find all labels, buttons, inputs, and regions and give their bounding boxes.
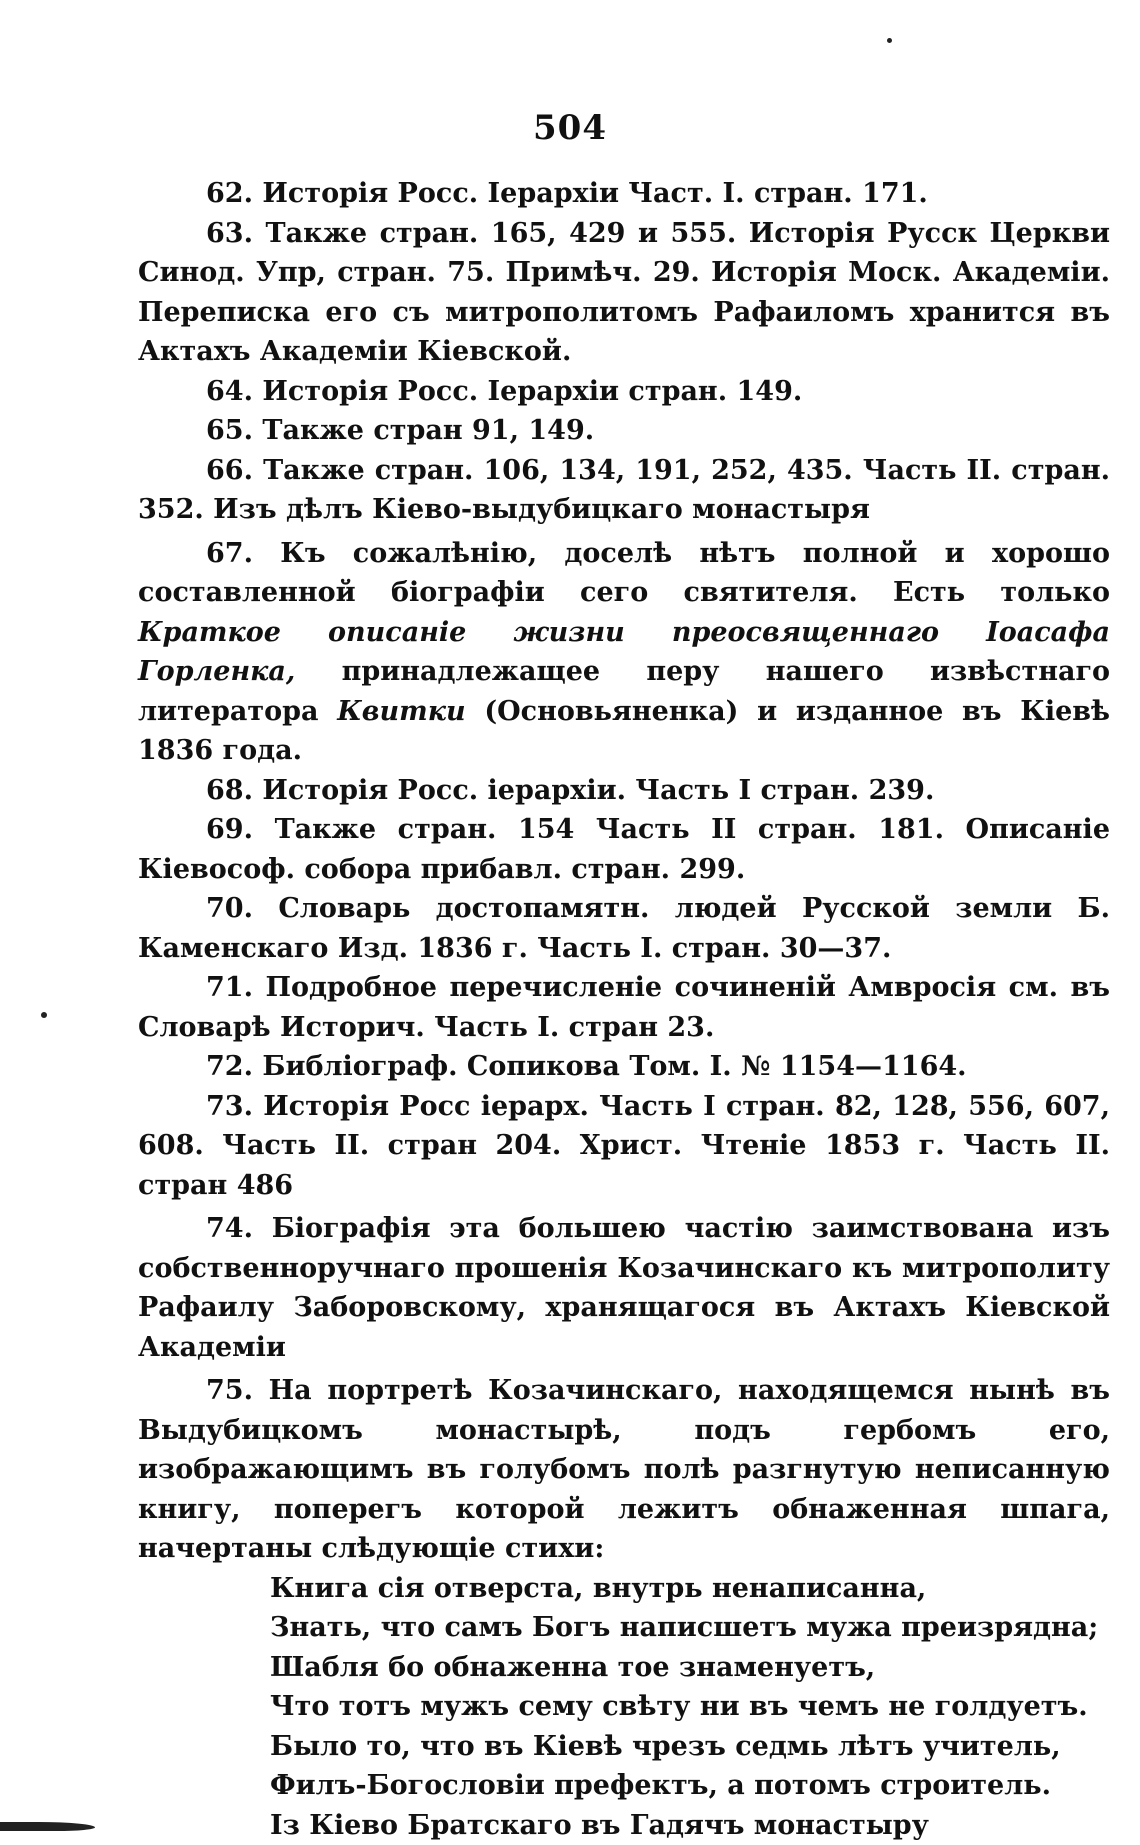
- note-text: Къ сожалѣнію, доселѣ нѣтъ полной и хорошо составленной біографіи сего святителя. Есть только: [138, 538, 1110, 609]
- note-text: Исторія Росс. Іерархіи стран. 149.: [262, 376, 802, 407]
- verse-line: Книга сія отверста, внутрь ненаписанна,: [270, 1569, 1110, 1609]
- note-number: 67.: [206, 538, 253, 569]
- note-66: [138, 451, 1110, 530]
- note-number: 74.: [206, 1213, 253, 1244]
- note-62: [138, 174, 1110, 214]
- note-number: 66.: [206, 455, 253, 486]
- note-text: Также стран. 106, 134, 191, 252, 435. Часть II. стран. 352. Изъ дѣлъ Кіево-выдубицкаго монастыря: [138, 455, 1110, 526]
- verse-line: Знать, что самъ Богъ написшетъ мужа преизрядна;: [270, 1608, 1110, 1648]
- endnotes: [138, 174, 1110, 1845]
- note-74: [138, 1209, 1110, 1367]
- verse-line: Что тотъ мужъ сему свѣту ни въ чемъ не голдуетъ.: [270, 1687, 1110, 1727]
- note-number: 64.: [206, 376, 253, 407]
- note-72: [138, 1047, 1110, 1087]
- note-text: Исторія Росс. Іерархіи Част. I. стран. 171.: [262, 178, 927, 209]
- note-number: 70.: [206, 893, 253, 924]
- page-number: 504: [0, 108, 1140, 148]
- note-69: [138, 810, 1110, 889]
- note-63: [138, 214, 1110, 372]
- note-70: [138, 889, 1110, 968]
- note-text: (Основьяненка) и изданное въ Кіевѣ 1836 года.: [138, 696, 1110, 767]
- note-number: 72.: [206, 1051, 253, 1082]
- note-text: Біографія эта большею частію заимствована изъ собственноручнаго прошенія Козачинскаго къ митрополиту Рафаилу Заборовскому, хранящагося въ Актахъ Кіевской Академіи: [138, 1213, 1110, 1363]
- note-text: Библіограф. Сопикова Том. I. № 1154—1164.: [262, 1051, 966, 1082]
- note-text: Также стран. 165, 429 и 555. Исторія Русск Церкви Синод. Упр, стран. 75. Примѣч. 29. Исторія Моск. Академіи. Переписка его съ митрополитомъ Рафаиломъ хранится въ Актахъ Академіи Кіевской.: [138, 218, 1110, 368]
- note-text: Также стран. 154 Часть II стран. 181. Описаніе Кіевософ. собора прибавл. стран. 299.: [138, 814, 1110, 885]
- verse-line: Было то, что въ Кіевѣ чрезъ седмь лѣтъ учитель,: [270, 1727, 1110, 1767]
- verse-line: Шабля бо обнаженна тое знаменуетъ,: [270, 1648, 1110, 1688]
- ink-speck: [887, 38, 892, 43]
- verse-line: Филъ-Богословіи префектъ, а потомъ строитель.: [270, 1766, 1110, 1806]
- note-text: Словарь достопамятн. людей Русской земли Б. Каменскаго Изд. 1836 г. Часть I. стран. 30—37.: [138, 893, 1110, 964]
- note-67: [138, 534, 1110, 771]
- note-text: принадлежащее перу нашего извѣстнаго литератора: [138, 656, 1110, 727]
- note-number: 65.: [206, 415, 253, 446]
- note-68: [138, 771, 1110, 811]
- note-number: 69.: [206, 814, 253, 845]
- note-text: Исторія Росс іерарх. Часть I стран. 82, 128, 556, 607, 608. Часть II. стран 204. Христ. Чтеніе 1853 г. Часть II. стран 486: [138, 1091, 1110, 1201]
- note-73: [138, 1087, 1110, 1206]
- note-number: 62.: [206, 178, 253, 209]
- ink-speck: [41, 1012, 47, 1018]
- author-name: Квитки: [337, 696, 465, 727]
- book-title: Краткое описаніе жизни преосвященнаго Іоасафа Горленка,: [138, 617, 1110, 688]
- note-number: 68.: [206, 775, 253, 806]
- note-text: Также стран 91, 149.: [262, 415, 594, 446]
- portrait-verse: [270, 1569, 1110, 1845]
- note-64: [138, 372, 1110, 412]
- note-75: [138, 1371, 1110, 1569]
- margin-smudge: [0, 1822, 95, 1831]
- note-text: Исторія Росс. іерархіи. Часть I стран. 239.: [262, 775, 934, 806]
- verse-line: Із Кіево Братскаго въ Гадячъ монастыру: [270, 1806, 1110, 1845]
- note-text: Подробное перечисленіе сочиненій Амвросія см. въ Словарѣ Историч. Часть I. стран 23.: [138, 972, 1110, 1043]
- note-65: [138, 411, 1110, 451]
- note-text: На портретѣ Козачинскаго, находящемся нынѣ въ Выдубицкомъ монастырѣ, подъ гербомъ его, изображающимъ въ голубомъ полѣ разгнутую неписанную книгу, поперегъ которой лежитъ обнаженная шпага, начертаны слѣдующіе стихи:: [138, 1375, 1110, 1564]
- note-number: 71.: [206, 972, 253, 1003]
- note-71: [138, 968, 1110, 1047]
- note-number: 75.: [206, 1375, 253, 1406]
- note-number: 63.: [206, 218, 253, 249]
- note-number: 73.: [206, 1091, 253, 1122]
